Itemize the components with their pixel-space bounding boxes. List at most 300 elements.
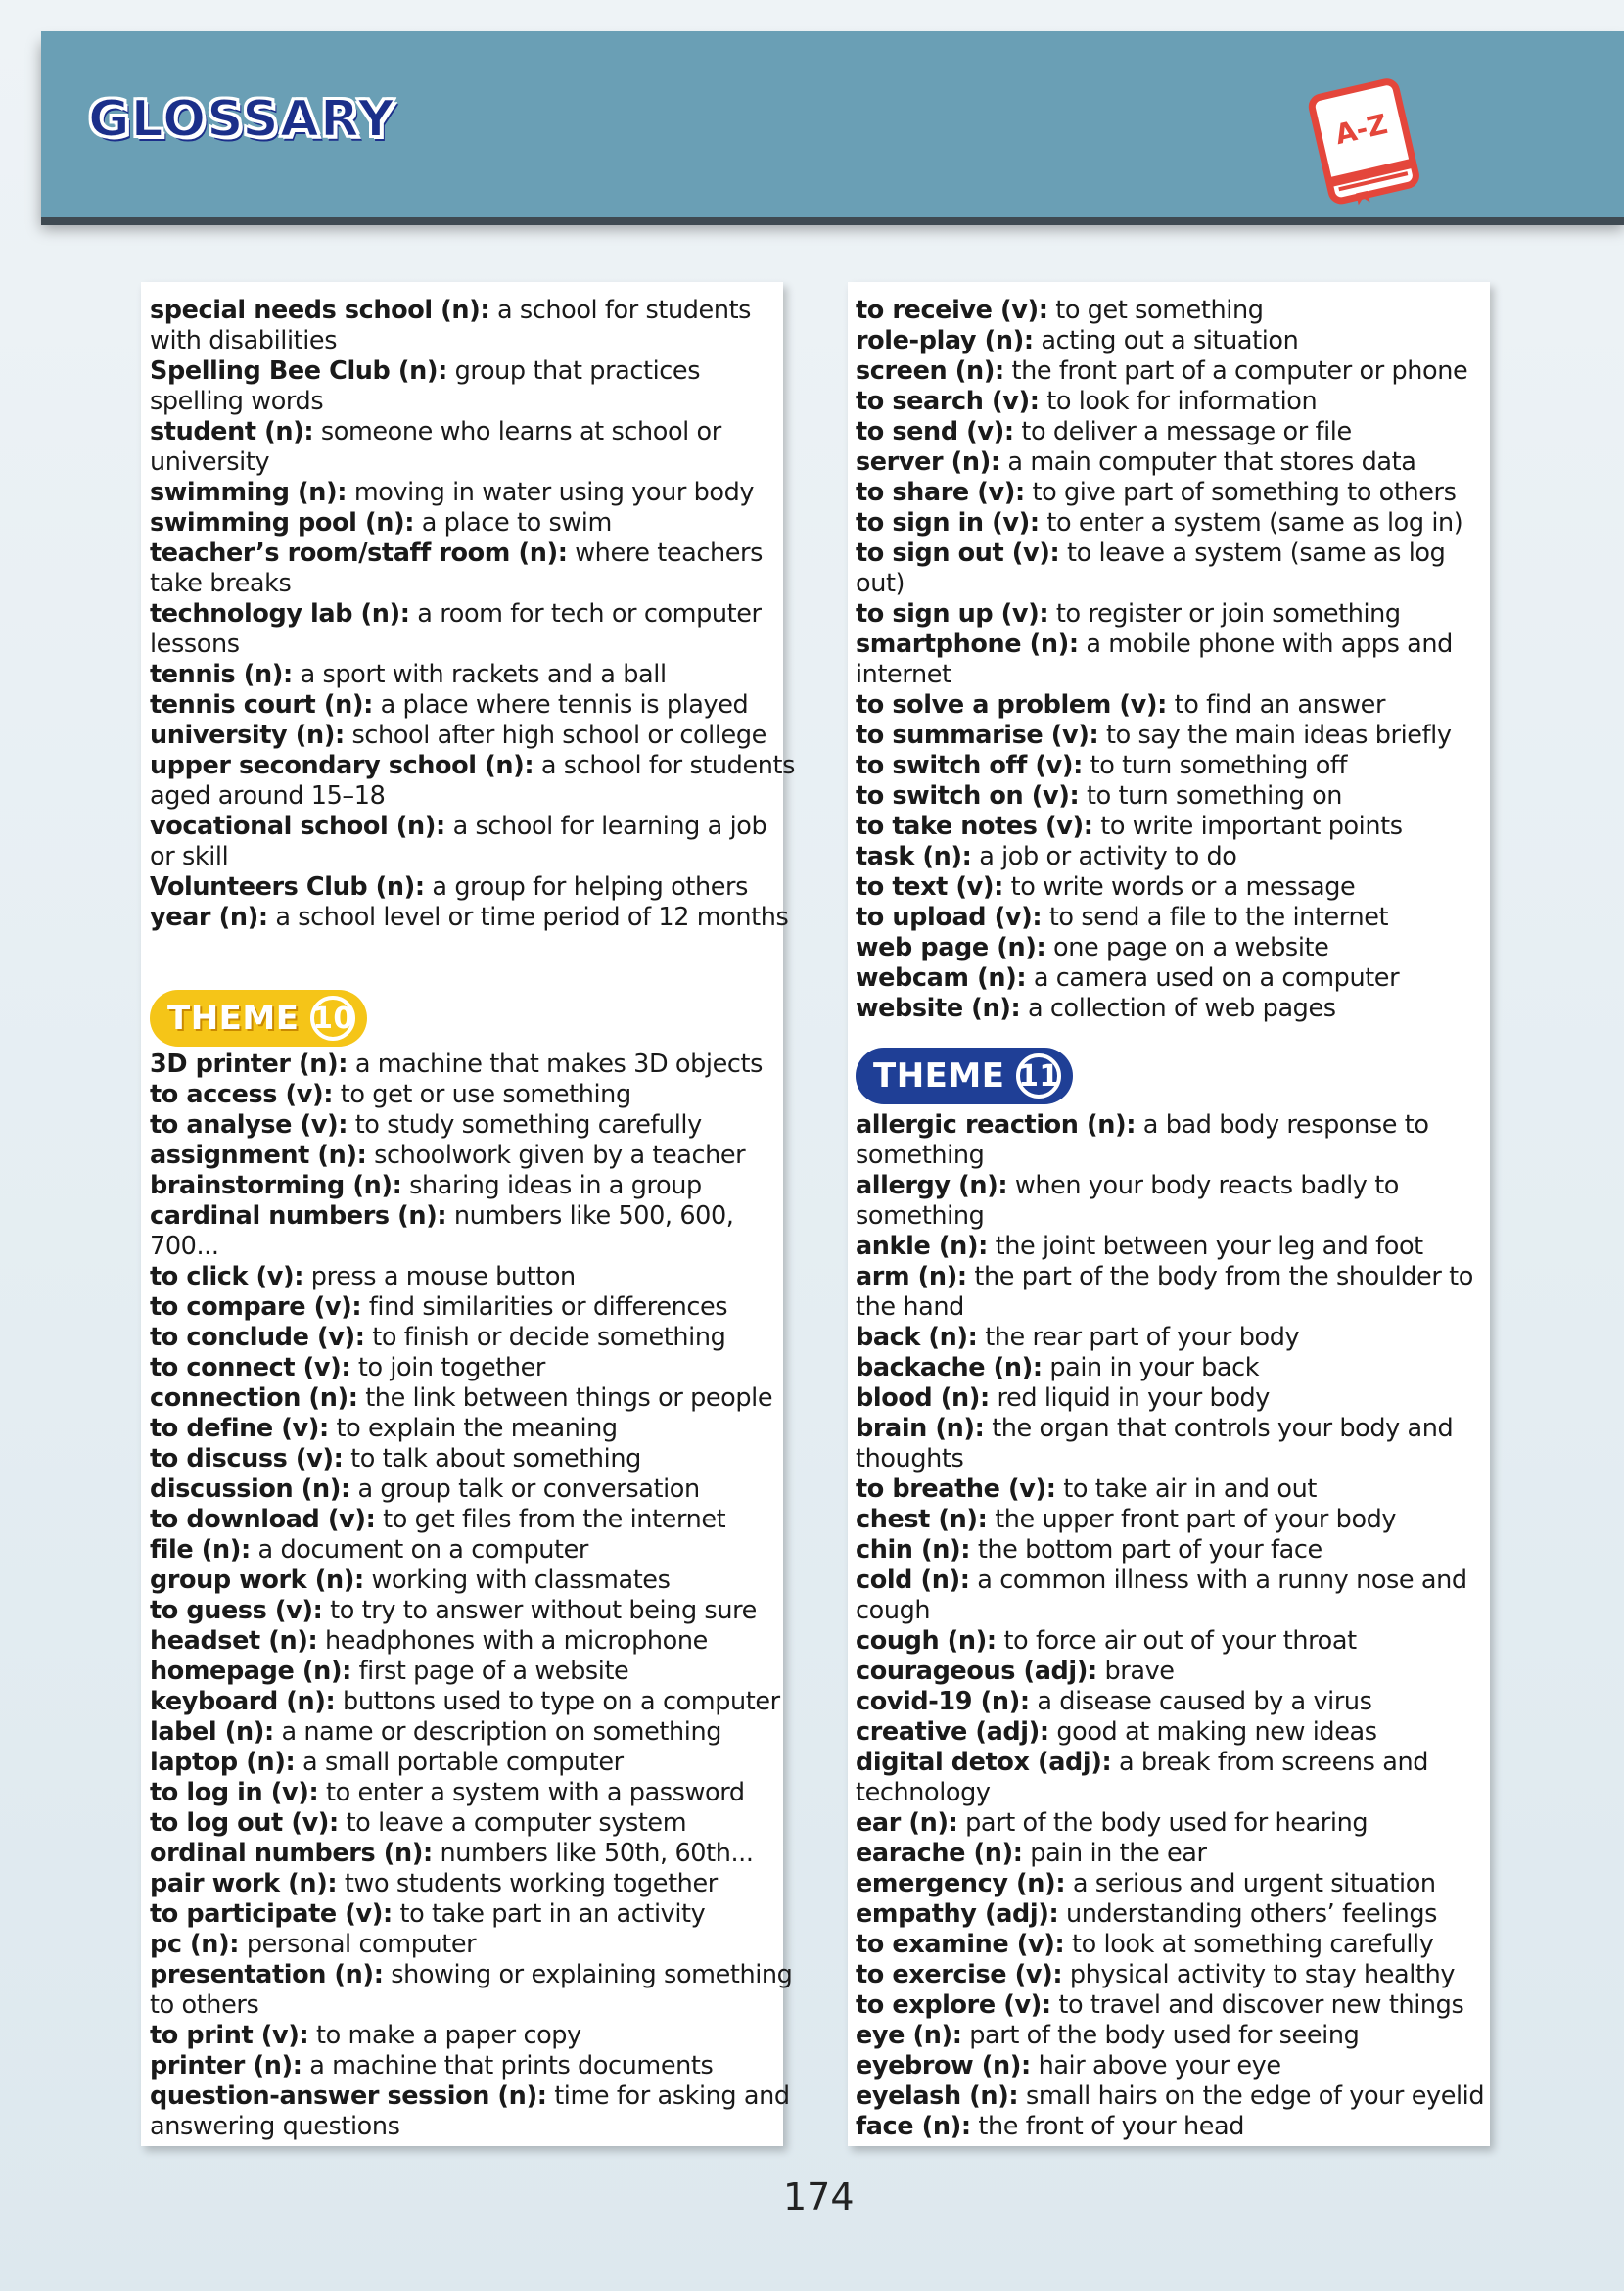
glossary-definition: a school level or time period of 12 months bbox=[267, 903, 789, 932]
glossary-definition: to turn something on bbox=[1079, 781, 1343, 811]
glossary-definition: find similarities or differences bbox=[361, 1292, 728, 1322]
glossary-definition: a sport with rackets and a ball bbox=[292, 660, 667, 689]
glossary-term: digital detox (adj): bbox=[856, 1748, 1112, 1777]
glossary-term: creative (adj): bbox=[856, 1717, 1049, 1747]
glossary-entry bbox=[856, 1839, 1502, 1869]
glossary-definition: a job or activity to do bbox=[971, 842, 1237, 871]
glossary-definition: headphones with a microphone bbox=[317, 1626, 708, 1656]
glossary-definition: a place to swim bbox=[414, 508, 612, 538]
glossary-definition: to enter a system with a password bbox=[318, 1778, 745, 1807]
glossary-definition: numbers like 50th, 60th... bbox=[432, 1839, 754, 1868]
glossary-list-theme-10 bbox=[150, 1050, 796, 2142]
glossary-term: to sign in (v): bbox=[856, 508, 1040, 538]
glossary-definition: schoolwork given by a teacher bbox=[366, 1141, 746, 1170]
glossary-entry bbox=[856, 1505, 1502, 1535]
glossary-entry bbox=[856, 1262, 1502, 1323]
glossary-entry bbox=[150, 872, 796, 903]
glossary-entry bbox=[150, 1626, 796, 1657]
glossary-term: eyebrow (n): bbox=[856, 2051, 1031, 2081]
glossary-entry bbox=[856, 1930, 1502, 1960]
glossary-definition: to enter a system (same as log in) bbox=[1039, 508, 1463, 538]
glossary-term: to discuss (v): bbox=[150, 1444, 344, 1473]
glossary-entry bbox=[150, 2051, 796, 2081]
glossary-term: chest (n): bbox=[856, 1505, 988, 1534]
glossary-definition: to write important points bbox=[1092, 812, 1403, 841]
glossary-term: to access (v): bbox=[150, 1080, 334, 1109]
glossary-definition: a mobile phone with apps and internet bbox=[856, 630, 1453, 689]
glossary-entry bbox=[856, 751, 1502, 781]
glossary-definition: working with classmates bbox=[363, 1566, 671, 1595]
glossary-entry bbox=[150, 2021, 796, 2051]
glossary-term: covid-19 (n): bbox=[856, 1687, 1030, 1716]
glossary-definition: buttons used to type on a computer bbox=[335, 1687, 780, 1716]
glossary-entry bbox=[150, 1383, 796, 1414]
glossary-entry bbox=[150, 296, 796, 356]
glossary-definition: understanding others’ feelings bbox=[1058, 1899, 1438, 1929]
glossary-entry bbox=[150, 1960, 796, 2021]
glossary-entry bbox=[856, 1414, 1502, 1474]
glossary-definition: the front part of a computer or phone bbox=[1003, 356, 1468, 386]
glossary-definition: to get or use something bbox=[333, 1080, 631, 1109]
glossary-term: to search (v): bbox=[856, 387, 1040, 416]
glossary-definition: hair above your eye bbox=[1030, 2051, 1281, 2081]
glossary-term: question-answer session (n): bbox=[150, 2081, 547, 2111]
glossary-term: to switch on (v): bbox=[856, 781, 1080, 811]
glossary-definition: to travel and discover new things bbox=[1050, 1990, 1464, 2020]
glossary-term: to examine (v): bbox=[856, 1930, 1065, 1959]
glossary-entry bbox=[150, 1050, 796, 1080]
glossary-definition: press a mouse button bbox=[303, 1262, 576, 1291]
glossary-term: to conclude (v): bbox=[150, 1323, 365, 1352]
glossary-term: 3D printer (n): bbox=[150, 1050, 348, 1079]
glossary-entry bbox=[856, 933, 1502, 963]
glossary-definition: to say the main ideas briefly bbox=[1098, 721, 1452, 750]
glossary-entry bbox=[150, 1110, 796, 1141]
glossary-term: to participate (v): bbox=[150, 1899, 393, 1929]
glossary-definition: to look at something carefully bbox=[1064, 1930, 1434, 1959]
glossary-definition: a school for students aged around 15–18 bbox=[150, 751, 796, 811]
glossary-entry bbox=[856, 599, 1502, 630]
glossary-entry bbox=[856, 1657, 1502, 1687]
glossary-entry bbox=[150, 1748, 796, 1778]
glossary-entry bbox=[856, 1808, 1502, 1839]
glossary-definition: red liquid in your body bbox=[989, 1383, 1270, 1413]
glossary-term: vocational school (n): bbox=[150, 812, 445, 841]
glossary-entry bbox=[856, 963, 1502, 994]
glossary-term: cardinal numbers (n): bbox=[150, 1201, 447, 1231]
glossary-term: chin (n): bbox=[856, 1535, 971, 1565]
glossary-term: presentation (n): bbox=[150, 1960, 384, 1989]
glossary-entry bbox=[150, 1080, 796, 1110]
glossary-definition: to join together bbox=[350, 1353, 545, 1382]
glossary-term: swimming pool (n): bbox=[150, 508, 415, 538]
glossary-term: group work (n): bbox=[150, 1566, 364, 1595]
glossary-definition: pain in the ear bbox=[1022, 1839, 1207, 1868]
glossary-term: tennis court (n): bbox=[150, 690, 373, 720]
glossary-term: empathy (adj): bbox=[856, 1899, 1059, 1929]
glossary-definition: two students working together bbox=[337, 1869, 718, 1898]
glossary-definition: a bad body response to something bbox=[856, 1110, 1429, 1170]
glossary-entry bbox=[150, 1596, 796, 1626]
glossary-term: to solve a problem (v): bbox=[856, 690, 1167, 720]
glossary-entry bbox=[856, 508, 1502, 538]
glossary-term: homepage (n): bbox=[150, 1657, 351, 1686]
glossary-term: connection (n): bbox=[150, 1383, 358, 1413]
glossary-entry bbox=[150, 1687, 796, 1717]
glossary-definition: part of the body used for seeing bbox=[961, 2021, 1360, 2050]
glossary-term: allergy (n): bbox=[856, 1171, 1008, 1200]
glossary-entry bbox=[856, 872, 1502, 903]
glossary-term: allergic reaction (n): bbox=[856, 1110, 1137, 1140]
glossary-entry bbox=[856, 2081, 1502, 2112]
glossary-term: discussion (n): bbox=[150, 1474, 350, 1504]
glossary-definition: to turn something off bbox=[1082, 751, 1348, 780]
glossary-term: back (n): bbox=[856, 1323, 978, 1352]
glossary-definition: to talk about something bbox=[343, 1444, 641, 1473]
glossary-entry bbox=[150, 1414, 796, 1444]
glossary-entry bbox=[150, 690, 796, 721]
glossary-entry bbox=[856, 538, 1502, 599]
glossary-definition: to finish or decide something bbox=[364, 1323, 726, 1352]
glossary-definition: the part of the body from the shoulder to the hand bbox=[856, 1262, 1473, 1322]
glossary-definition: the front of your head bbox=[970, 2112, 1245, 2141]
glossary-entry bbox=[150, 660, 796, 690]
glossary-definition: the upper front part of your body bbox=[987, 1505, 1397, 1534]
glossary-term: screen (n): bbox=[856, 356, 1004, 386]
glossary-term: role-play (n): bbox=[856, 326, 1034, 355]
glossary-entry bbox=[150, 1353, 796, 1383]
glossary-entry bbox=[856, 842, 1502, 872]
glossary-entry bbox=[150, 751, 796, 812]
glossary-term: emergency (n): bbox=[856, 1869, 1066, 1898]
glossary-definition: when your body reacts badly to something bbox=[856, 1171, 1400, 1231]
glossary-entry bbox=[856, 1474, 1502, 1505]
glossary-term: backache (n): bbox=[856, 1353, 1043, 1382]
glossary-definition: to look for information bbox=[1039, 387, 1318, 416]
glossary-term: cough (n): bbox=[856, 1626, 997, 1656]
glossary-entry bbox=[150, 1141, 796, 1171]
glossary-entry bbox=[150, 1778, 796, 1808]
glossary-entry bbox=[150, 508, 796, 538]
glossary-entry bbox=[856, 721, 1502, 751]
glossary-definition: to send a file to the internet bbox=[1042, 903, 1389, 932]
glossary-entry bbox=[856, 1990, 1502, 2021]
glossary-term: label (n): bbox=[150, 1717, 274, 1747]
glossary-term: task (n): bbox=[856, 842, 972, 871]
glossary-entry bbox=[856, 296, 1502, 326]
glossary-definition: a main computer that stores data bbox=[999, 447, 1416, 477]
glossary-definition: a break from screens and technology bbox=[856, 1748, 1429, 1807]
glossary-term: to log in (v): bbox=[150, 1778, 319, 1807]
glossary-term: pair work (n): bbox=[150, 1869, 338, 1898]
glossary-term: earache (n): bbox=[856, 1839, 1023, 1868]
glossary-definition: good at making new ideas bbox=[1048, 1717, 1377, 1747]
glossary-entry bbox=[856, 1383, 1502, 1414]
glossary-entry bbox=[856, 1626, 1502, 1657]
glossary-entry bbox=[856, 1960, 1502, 1990]
glossary-definition: someone who learns at school or university bbox=[150, 417, 721, 477]
glossary-term: website (n): bbox=[856, 994, 1021, 1023]
glossary-definition: showing or explaining something to others bbox=[150, 1960, 793, 2020]
glossary-term: to sign out (v): bbox=[856, 538, 1060, 568]
glossary-definition: brave bbox=[1096, 1657, 1175, 1686]
glossary-term: to take notes (v): bbox=[856, 812, 1093, 841]
glossary-list-right-top bbox=[856, 296, 1502, 1024]
glossary-term: to explore (v): bbox=[856, 1990, 1051, 2020]
glossary-definition: to force air out of your throat bbox=[996, 1626, 1357, 1656]
glossary-term: to upload (v): bbox=[856, 903, 1043, 932]
glossary-definition: a school for learning a job or skill bbox=[150, 812, 767, 871]
glossary-definition: pain in your back bbox=[1042, 1353, 1260, 1382]
glossary-entry bbox=[856, 1232, 1502, 1262]
glossary-entry bbox=[856, 2021, 1502, 2051]
glossary-definition: to give part of something to others bbox=[1024, 478, 1457, 507]
page-number: 174 bbox=[783, 2175, 855, 2219]
glossary-entry bbox=[856, 1869, 1502, 1899]
glossary-term: to receive (v): bbox=[856, 296, 1048, 325]
glossary-term: to breathe (v): bbox=[856, 1474, 1056, 1504]
glossary-term: ear (n): bbox=[856, 1808, 958, 1838]
glossary-entry bbox=[856, 812, 1502, 842]
glossary-definition: numbers like 500, 600, 700... bbox=[150, 1201, 734, 1261]
glossary-definition: a camera used on a computer bbox=[1026, 963, 1400, 993]
glossary-definition: to get something bbox=[1047, 296, 1264, 325]
glossary-definition: physical activity to stay healthy bbox=[1062, 1960, 1456, 1989]
glossary-term: laptop (n): bbox=[150, 1748, 296, 1777]
glossary-term: student (n): bbox=[150, 417, 314, 446]
glossary-entry bbox=[150, 417, 796, 478]
theme-number: 11 bbox=[1016, 1053, 1061, 1099]
glossary-entry bbox=[856, 478, 1502, 508]
glossary-term: Volunteers Club (n): bbox=[150, 872, 425, 902]
glossary-term: to guess (v): bbox=[150, 1596, 323, 1625]
glossary-definition: acting out a situation bbox=[1033, 326, 1299, 355]
glossary-entry bbox=[856, 903, 1502, 933]
glossary-term: to define (v): bbox=[150, 1414, 329, 1443]
glossary-entry bbox=[856, 1748, 1502, 1808]
glossary-definition: to deliver a message or file bbox=[1013, 417, 1352, 446]
glossary-definition: a small portable computer bbox=[295, 1748, 624, 1777]
glossary-entry bbox=[150, 1292, 796, 1323]
glossary-entry bbox=[150, 1717, 796, 1748]
glossary-definition: a document on a computer bbox=[250, 1535, 588, 1565]
theme-word: THEME bbox=[873, 1056, 1005, 1096]
glossary-definition: a collection of web pages bbox=[1020, 994, 1336, 1023]
glossary-term: pc (n): bbox=[150, 1930, 240, 1959]
glossary-definition: the organ that controls your body and thoughts bbox=[856, 1414, 1454, 1473]
glossary-term: web page (n): bbox=[856, 933, 1046, 962]
glossary-definition: to explain the meaning bbox=[328, 1414, 618, 1443]
glossary-entry bbox=[856, 356, 1502, 387]
glossary-entry bbox=[856, 1171, 1502, 1232]
glossary-entry bbox=[150, 538, 796, 599]
glossary-definition: time for asking and answering questions bbox=[150, 2081, 790, 2141]
glossary-definition: group that practices spelling words bbox=[150, 356, 701, 416]
glossary-definition: a school for students with disabilities bbox=[150, 296, 752, 355]
glossary-entry bbox=[150, 599, 796, 660]
glossary-definition: to find an answer bbox=[1166, 690, 1386, 720]
glossary-definition: the joint between your leg and foot bbox=[987, 1232, 1423, 1261]
glossary-definition: a machine that prints documents bbox=[302, 2051, 714, 2081]
glossary-definition: first page of a website bbox=[350, 1657, 629, 1686]
glossary-entry bbox=[856, 1566, 1502, 1626]
glossary-entry bbox=[856, 1899, 1502, 1930]
glossary-entry bbox=[150, 812, 796, 872]
glossary-definition: school after high school or college bbox=[344, 721, 766, 750]
glossary-definition: the bottom part of your face bbox=[970, 1535, 1322, 1565]
glossary-term: to click (v): bbox=[150, 1262, 304, 1291]
glossary-entry bbox=[856, 2051, 1502, 2081]
glossary-term: to connect (v): bbox=[150, 1353, 351, 1382]
glossary-entry bbox=[150, 1657, 796, 1687]
glossary-term: ordinal numbers (n): bbox=[150, 1839, 433, 1868]
glossary-term: to exercise (v): bbox=[856, 1960, 1063, 1989]
glossary-definition: to take air in and out bbox=[1055, 1474, 1317, 1504]
glossary-definition: a group for helping others bbox=[424, 872, 748, 902]
glossary-term: to analyse (v): bbox=[150, 1110, 348, 1140]
glossary-entry bbox=[150, 903, 796, 933]
glossary-definition: a machine that makes 3D objects bbox=[348, 1050, 763, 1079]
page-title: GLOSSARY bbox=[88, 90, 395, 149]
glossary-term: to send (v): bbox=[856, 417, 1014, 446]
glossary-term: keyboard (n): bbox=[150, 1687, 336, 1716]
glossary-entry bbox=[856, 326, 1502, 356]
glossary-entry bbox=[856, 1110, 1502, 1171]
book-label: A-Z bbox=[1331, 108, 1391, 152]
glossary-definition: moving in water using your body bbox=[347, 478, 755, 507]
glossary-term: year (n): bbox=[150, 903, 268, 932]
theme-10-badge bbox=[150, 990, 367, 1047]
glossary-definition: to register or join something bbox=[1048, 599, 1401, 629]
glossary-definition: the rear part of your body bbox=[977, 1323, 1300, 1352]
glossary-term: to share (v): bbox=[856, 478, 1025, 507]
glossary-entry bbox=[150, 1839, 796, 1869]
glossary-term: webcam (n): bbox=[856, 963, 1027, 993]
glossary-definition: a name or description on something bbox=[273, 1717, 721, 1747]
glossary-term: upper secondary school (n): bbox=[150, 751, 534, 780]
glossary-definition: to leave a system (same as log out) bbox=[856, 538, 1446, 598]
glossary-definition: a group talk or conversation bbox=[349, 1474, 700, 1504]
glossary-term: to print (v): bbox=[150, 2021, 309, 2050]
glossary-entry bbox=[856, 2112, 1502, 2142]
glossary-definition: a serious and urgent situation bbox=[1065, 1869, 1436, 1898]
glossary-entry bbox=[150, 1930, 796, 1960]
glossary-entry bbox=[150, 1474, 796, 1505]
glossary-term: courageous (adj): bbox=[856, 1657, 1097, 1686]
glossary-term: blood (n): bbox=[856, 1383, 990, 1413]
glossary-term: server (n): bbox=[856, 447, 1000, 477]
glossary-term: Spelling Bee Club (n): bbox=[150, 356, 447, 386]
glossary-entry bbox=[150, 721, 796, 751]
glossary-definition: a common illness with a runny nose and cough bbox=[856, 1566, 1467, 1625]
glossary-definition: to write words or a message bbox=[1002, 872, 1356, 902]
glossary-entry bbox=[150, 1323, 796, 1353]
glossary-entry bbox=[150, 1444, 796, 1474]
glossary-term: eye (n): bbox=[856, 2021, 962, 2050]
glossary-term: arm (n): bbox=[856, 1262, 967, 1291]
glossary-definition: the link between things or people bbox=[357, 1383, 773, 1413]
glossary-definition: a room for tech or computer lessons bbox=[150, 599, 762, 659]
glossary-list-left-top bbox=[150, 296, 796, 933]
glossary-entry bbox=[856, 781, 1502, 812]
glossary-term: assignment (n): bbox=[150, 1141, 367, 1170]
glossary-entry bbox=[150, 1899, 796, 1930]
glossary-term: printer (n): bbox=[150, 2051, 302, 2081]
glossary-term: university (n): bbox=[150, 721, 345, 750]
glossary-definition: where teachers take breaks bbox=[150, 538, 763, 598]
glossary-entry bbox=[150, 1505, 796, 1535]
glossary-term: to download (v): bbox=[150, 1505, 376, 1534]
glossary-term: teacher’s room/staff room (n): bbox=[150, 538, 568, 568]
glossary-entry bbox=[150, 1808, 796, 1839]
glossary-term: technology lab (n): bbox=[150, 599, 410, 629]
glossary-entry bbox=[150, 1262, 796, 1292]
glossary-entry bbox=[150, 356, 796, 417]
glossary-entry bbox=[856, 1323, 1502, 1353]
glossary-entry bbox=[150, 478, 796, 508]
glossary-definition: to study something carefully bbox=[348, 1110, 702, 1140]
glossary-term: to switch off (v): bbox=[856, 751, 1083, 780]
glossary-entry bbox=[150, 1869, 796, 1899]
glossary-term: tennis (n): bbox=[150, 660, 293, 689]
glossary-definition: part of the body used for hearing bbox=[957, 1808, 1369, 1838]
glossary-term: brainstorming (n): bbox=[150, 1171, 402, 1200]
glossary-entry bbox=[150, 1535, 796, 1566]
glossary-term: to sign up (v): bbox=[856, 599, 1049, 629]
glossary-term: cold (n): bbox=[856, 1566, 970, 1595]
glossary-definition: personal computer bbox=[239, 1930, 477, 1959]
theme-11-badge bbox=[856, 1048, 1073, 1104]
glossary-definition: to get files from the internet bbox=[375, 1505, 726, 1534]
glossary-definition: to make a paper copy bbox=[308, 2021, 581, 2050]
glossary-definition: sharing ideas in a group bbox=[401, 1171, 702, 1200]
glossary-entry bbox=[856, 994, 1502, 1024]
glossary-term: special needs school (n): bbox=[150, 296, 490, 325]
glossary-definition: one page on a website bbox=[1045, 933, 1329, 962]
glossary-definition: to leave a computer system bbox=[338, 1808, 687, 1838]
glossary-entry bbox=[856, 690, 1502, 721]
glossary-entry bbox=[856, 1717, 1502, 1748]
glossary-entry bbox=[856, 1353, 1502, 1383]
glossary-entry bbox=[150, 1201, 796, 1262]
glossary-entry bbox=[856, 630, 1502, 690]
glossary-definition: small hairs on the edge of your eyelid bbox=[1018, 2081, 1485, 2111]
glossary-term: to text (v): bbox=[856, 872, 1003, 902]
glossary-term: to log out (v): bbox=[150, 1808, 339, 1838]
glossary-list-theme-11 bbox=[856, 1110, 1502, 2142]
glossary-definition: to try to answer without being sure bbox=[322, 1596, 757, 1625]
glossary-term: file (n): bbox=[150, 1535, 251, 1565]
glossary-term: to compare (v): bbox=[150, 1292, 362, 1322]
glossary-entry bbox=[150, 2081, 796, 2142]
glossary-entry bbox=[150, 1171, 796, 1201]
glossary-definition: to take part in an activity bbox=[392, 1899, 706, 1929]
glossary-entry bbox=[856, 447, 1502, 478]
glossary-term: to summarise (v): bbox=[856, 721, 1099, 750]
glossary-term: face (n): bbox=[856, 2112, 971, 2141]
glossary-definition: a disease caused by a virus bbox=[1029, 1687, 1372, 1716]
glossary-entry bbox=[856, 387, 1502, 417]
theme-number: 10 bbox=[310, 996, 355, 1041]
theme-word: THEME bbox=[167, 999, 300, 1038]
glossary-entry bbox=[150, 1566, 796, 1596]
glossary-term: brain (n): bbox=[856, 1414, 985, 1443]
glossary-definition: a place where tennis is played bbox=[372, 690, 749, 720]
glossary-term: headset (n): bbox=[150, 1626, 318, 1656]
glossary-term: smartphone (n): bbox=[856, 630, 1079, 659]
glossary-entry bbox=[856, 417, 1502, 447]
glossary-term: swimming (n): bbox=[150, 478, 348, 507]
